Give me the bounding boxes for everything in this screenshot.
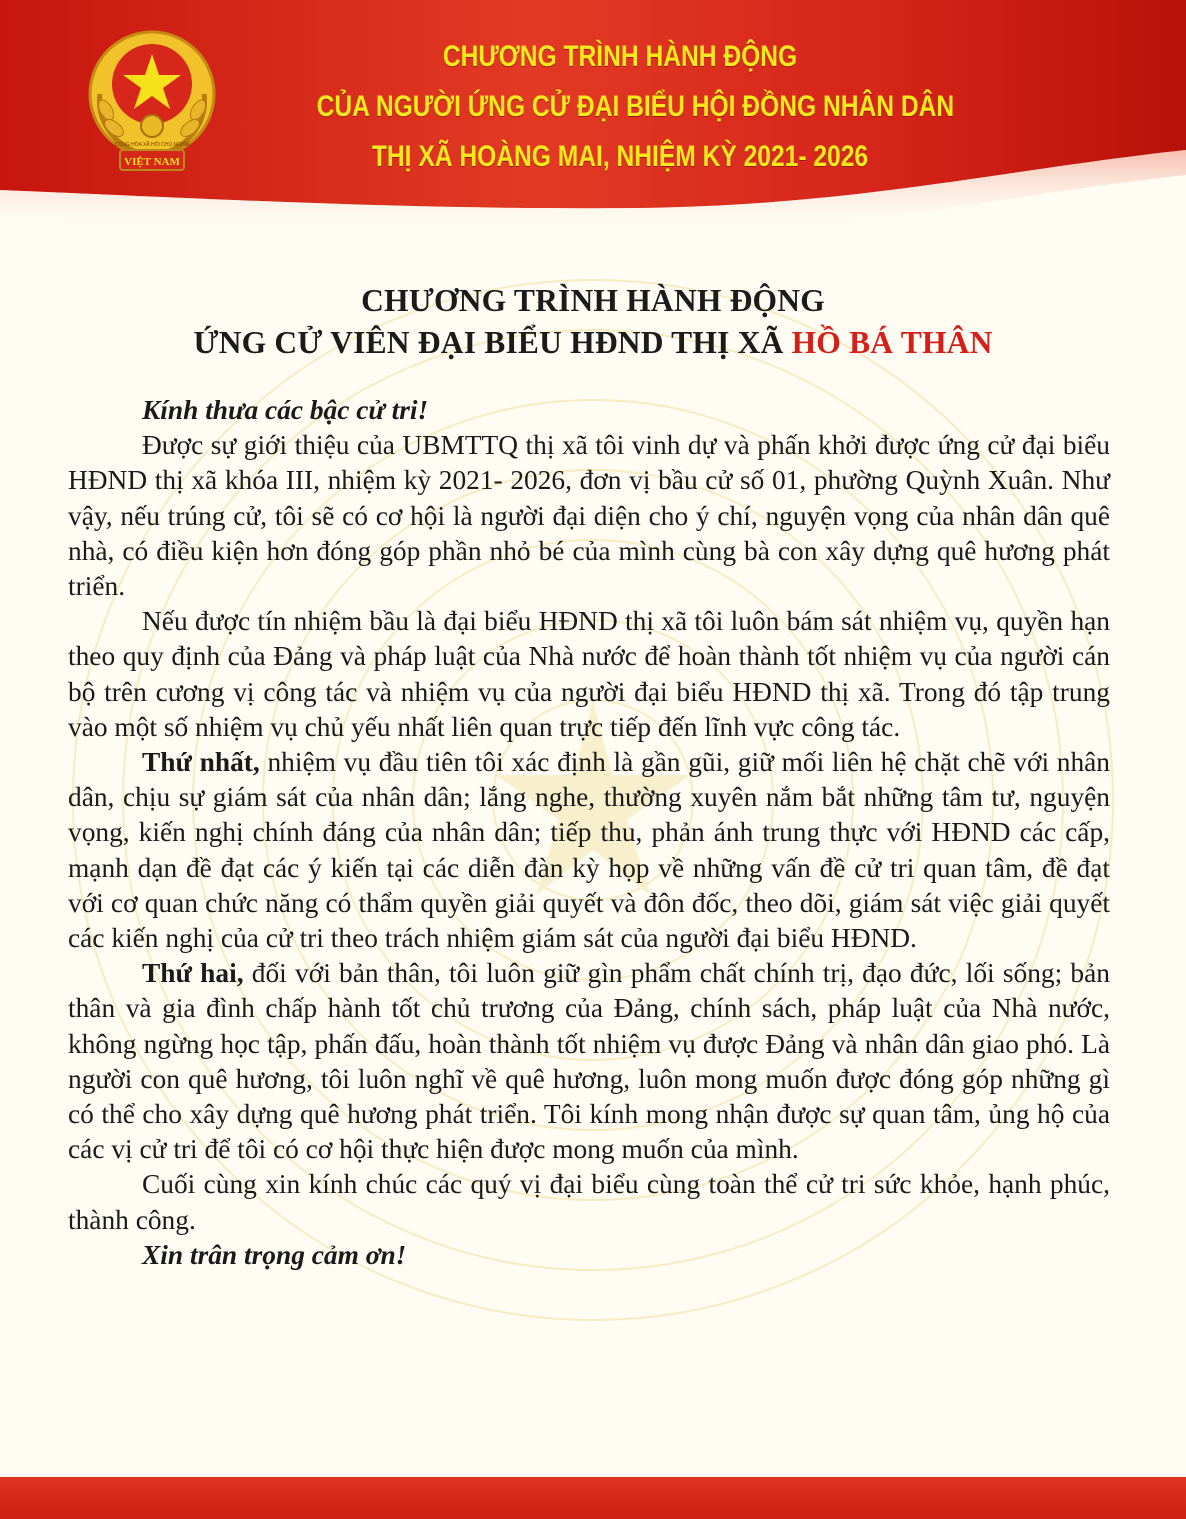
banner-title-line-2: CỦA NGƯỜI ỨNG CỬ ĐẠI BIỂU HỘI ĐỒNG NHÂN DÂN — [316, 90, 955, 123]
paragraph-4-text: đối với bản thân, tôi luôn giữ gìn phẩm chất chính trị, đạo đức, lối sống; bản thân và gia đình chấp hành tốt chủ trương của Đảng, chính sách, pháp luật của Nhà nước, không ngừng học tập, phấn đấu, hoàn thành tốt nhiệm vụ được Đảng và nhân dân giao phó. Là người con quê hương, tôi luôn nghĩ về quê hương, luôn mong muốn được đóng góp những gì có thể cho xây dựng quê hương phát triển. Tôi kính mong nhận được sự quan tâm, ủng hộ của các vị cử tri để tôi có cơ hội thực hiện được mong muốn của mình. — [68, 958, 1110, 1165]
paragraph-3 — [68, 745, 1110, 956]
greeting: Kính thưa các bậc cử tri! — [142, 395, 429, 425]
candidate-name: HỒ BÁ THÂN — [791, 325, 993, 360]
emblem-text-bottom: VIỆT NAM — [124, 156, 180, 168]
heading-line-2-prefix: ỨNG CỬ VIÊN ĐẠI BIỂU HĐND THỊ XÃ — [193, 325, 792, 360]
heading-line-1: CHƯƠNG TRÌNH HÀNH ĐỘNG — [361, 283, 825, 318]
paragraph-1: Được sự giới thiệu của UBMTTQ thị xã tôi vinh dự và phấn khởi được ứng cử đại biểu HĐND thị xã khóa III, nhiệm kỳ 2021- 2026, đơn vị bầu cử số 01, phường Quỳnh Xuân. Như vậy, nếu trúng cử, tôi sẽ có cơ hội là người đại diện cho ý chí, nguyện vọng của nhân dân quê nhà, có điều kiện hơn đóng góp phần nhỏ bé của mình cùng bà con xây dựng quê hương phát triển. — [68, 430, 1110, 602]
document-heading — [0, 280, 1186, 364]
document-body — [68, 393, 1110, 1273]
paragraph-5: Cuối cùng xin kính chúc các quý vị đại biểu cùng toàn thể cử tri sức khỏe, hạnh phúc, thành công. — [68, 1169, 1110, 1235]
heading-line-2 — [0, 322, 1186, 364]
paragraph-4 — [68, 956, 1110, 1167]
paragraph-3-lead: Thứ nhất, — [142, 747, 260, 778]
banner-title-line-1: CHƯƠNG TRÌNH HÀNH ĐỘNG — [442, 40, 798, 73]
paragraph-2: Nếu được tín nhiệm bầu là đại biểu HĐND thị xã tôi luôn bám sát nhiệm vụ, quyền hạn theo quy định của Đảng và pháp luật của Nhà nước để hoàn thành tốt nhiệm vụ của người cán bộ trên cương vị công tác và nhiệm vụ của người đại biểu HĐND thị xã. Trong đó tập trung vào một số nhiệm vụ chủ yếu nhất liên quan trực tiếp đến lĩnh vực công tác. — [68, 606, 1110, 742]
banner-title-line-3: THỊ XÃ HOÀNG MAI, NHIỆM KỲ 2021- 2026 — [371, 140, 869, 173]
national-emblem-icon — [72, 22, 232, 182]
closing: Xin trân trọng cảm ơn! — [142, 1239, 407, 1270]
footer-bar — [0, 1477, 1186, 1519]
emblem-text-top: CỘNG HÒA XÃ HỘI CHỦ NGHĨA — [114, 142, 190, 148]
paragraph-4-lead: Thứ hai, — [142, 958, 244, 989]
paragraph-3-text: nhiệm vụ đầu tiên tôi xác định là gần gũi, giữ mối liên hệ chặt chẽ với nhân dân, chịu sự giám sát của nhân dân; lắng nghe, thường xuyên nắm bắt những tâm tư, nguyện vọng, kiến nghị chính đáng của nhân dân; tiếp thu, phản ánh trung thực với HĐND các cấp, mạnh dạn đề đạt các ý kiến tại các diễn đàn kỳ họp về những vấn đề cử tri quan tâm, đề đạt với cơ quan chức năng có thẩm quyền giải quyết và đôn đốc, theo dõi, giám sát việc giải quyết các kiến nghị của cử tri theo trách nhiệm giám sát của người đại biểu HĐND. — [68, 747, 1110, 954]
banner-title — [316, 32, 955, 182]
